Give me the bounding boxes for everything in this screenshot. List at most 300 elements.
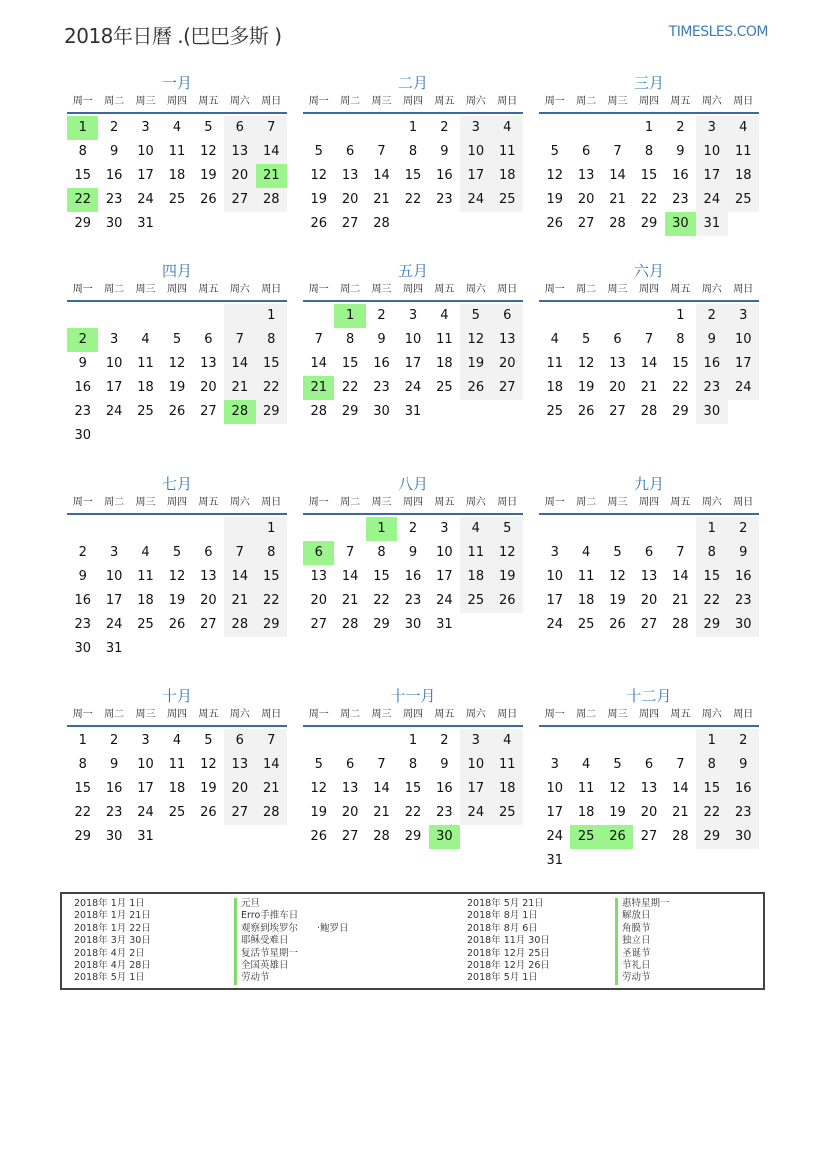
day-cell[interactable]: 17: [546, 593, 563, 608]
day-cell[interactable]: 13: [640, 569, 658, 584]
day-cell[interactable]: 25: [492, 801, 523, 825]
day-cell[interactable]: 11: [577, 781, 595, 796]
day-cell[interactable]: 26: [609, 617, 626, 632]
day-cell[interactable]: 5: [204, 120, 213, 135]
day-cell[interactable]: 27: [200, 617, 217, 632]
day-cell[interactable]: 6: [644, 757, 654, 772]
day-cell[interactable]: 26: [577, 404, 595, 419]
day-cell[interactable]: 26: [200, 805, 217, 820]
day-cell[interactable]: 8: [644, 144, 654, 159]
day-cell[interactable]: 23: [404, 593, 422, 608]
day-cell[interactable]: 16: [436, 781, 453, 796]
day-cell[interactable]: 22: [341, 380, 359, 395]
day-cell[interactable]: 2: [67, 328, 98, 352]
day-cell[interactable]: 8: [696, 753, 727, 777]
day-cell[interactable]: 5: [314, 757, 323, 772]
day-cell[interactable]: 11: [546, 356, 563, 371]
day-cell[interactable]: 24: [728, 376, 759, 400]
day-cell[interactable]: 10: [460, 140, 491, 164]
day-cell[interactable]: 10: [460, 753, 491, 777]
day-cell[interactable]: 6: [224, 729, 255, 753]
day-cell[interactable]: 21: [224, 589, 255, 613]
day-cell[interactable]: 17: [436, 569, 453, 584]
day-cell[interactable]: 28: [256, 801, 287, 825]
day-cell[interactable]: 15: [341, 356, 359, 371]
day-cell[interactable]: 18: [492, 777, 523, 801]
day-cell[interactable]: 27: [341, 216, 359, 231]
day-cell[interactable]: 20: [224, 164, 255, 188]
day-cell[interactable]: 11: [728, 140, 759, 164]
day-cell[interactable]: 25: [168, 192, 186, 207]
day-cell[interactable]: 12: [609, 569, 626, 584]
day-cell[interactable]: 2: [696, 304, 727, 328]
day-cell[interactable]: 1: [256, 304, 287, 328]
day-cell[interactable]: 17: [137, 168, 154, 183]
day-cell[interactable]: 12: [168, 569, 186, 584]
day-cell[interactable]: 2: [377, 308, 386, 323]
day-cell[interactable]: 4: [141, 545, 150, 560]
day-cell[interactable]: 10: [105, 569, 123, 584]
day-cell[interactable]: 28: [341, 617, 359, 632]
day-cell[interactable]: 16: [74, 593, 91, 608]
day-cell[interactable]: 25: [546, 404, 563, 419]
day-cell[interactable]: 3: [141, 733, 150, 748]
day-cell[interactable]: 24: [137, 192, 154, 207]
day-cell[interactable]: 28: [609, 216, 626, 231]
day-cell[interactable]: 3: [460, 729, 491, 753]
day-cell[interactable]: 11: [137, 356, 154, 371]
day-cell[interactable]: 20: [341, 805, 359, 820]
day-cell[interactable]: 24: [460, 801, 491, 825]
day-cell[interactable]: 11: [436, 332, 453, 347]
day-cell[interactable]: 27: [224, 801, 255, 825]
day-cell[interactable]: 26: [460, 376, 491, 400]
day-cell[interactable]: 20: [200, 593, 217, 608]
day-cell[interactable]: 23: [728, 801, 759, 825]
day-cell[interactable]: 22: [696, 801, 727, 825]
day-cell[interactable]: 22: [256, 376, 287, 400]
day-cell[interactable]: 30: [665, 212, 696, 236]
brand-link[interactable]: TIMESLES.COM: [668, 24, 768, 40]
day-cell[interactable]: 12: [577, 356, 595, 371]
day-cell[interactable]: 8: [78, 144, 87, 159]
day-cell[interactable]: 13: [224, 140, 255, 164]
day-cell[interactable]: 28: [672, 617, 689, 632]
day-cell[interactable]: 15: [404, 168, 422, 183]
day-cell[interactable]: 13: [224, 753, 255, 777]
day-cell[interactable]: 28: [640, 404, 658, 419]
day-cell[interactable]: 31: [546, 853, 563, 868]
day-cell[interactable]: 2: [728, 729, 759, 753]
day-cell[interactable]: 20: [310, 593, 327, 608]
day-cell[interactable]: 12: [310, 781, 327, 796]
day-cell[interactable]: 12: [492, 541, 523, 565]
day-cell[interactable]: 16: [105, 781, 123, 796]
day-cell[interactable]: 27: [609, 404, 626, 419]
day-cell[interactable]: 20: [200, 380, 217, 395]
day-cell[interactable]: 25: [137, 404, 154, 419]
day-cell[interactable]: 26: [310, 829, 327, 844]
day-cell[interactable]: 16: [373, 356, 390, 371]
day-cell[interactable]: 23: [105, 192, 123, 207]
day-cell[interactable]: 23: [74, 404, 91, 419]
day-cell[interactable]: 22: [373, 593, 390, 608]
day-cell[interactable]: 7: [377, 757, 386, 772]
day-cell[interactable]: 29: [256, 400, 287, 424]
day-cell[interactable]: 10: [546, 781, 563, 796]
day-cell[interactable]: 15: [373, 569, 390, 584]
day-cell[interactable]: 17: [728, 352, 759, 376]
day-cell[interactable]: 18: [168, 168, 186, 183]
day-cell[interactable]: 15: [696, 565, 727, 589]
day-cell[interactable]: 14: [672, 569, 689, 584]
day-cell[interactable]: 30: [696, 400, 727, 424]
day-cell[interactable]: 15: [640, 168, 658, 183]
day-cell[interactable]: 28: [256, 188, 287, 212]
day-cell[interactable]: 6: [224, 116, 255, 140]
day-cell[interactable]: 31: [404, 404, 422, 419]
day-cell[interactable]: 5: [613, 545, 622, 560]
day-cell[interactable]: 27: [200, 404, 217, 419]
day-cell[interactable]: 5: [172, 332, 182, 347]
day-cell[interactable]: 3: [460, 116, 491, 140]
day-cell[interactable]: 14: [640, 356, 658, 371]
day-cell[interactable]: 4: [141, 332, 150, 347]
day-cell[interactable]: 29: [373, 617, 390, 632]
day-cell[interactable]: 27: [492, 376, 523, 400]
day-cell[interactable]: 9: [696, 328, 727, 352]
day-cell[interactable]: 21: [256, 777, 287, 801]
day-cell[interactable]: 13: [310, 569, 327, 584]
day-cell[interactable]: 22: [696, 589, 727, 613]
day-cell[interactable]: 4: [581, 757, 591, 772]
day-cell[interactable]: 8: [676, 332, 685, 347]
day-cell[interactable]: 11: [168, 757, 186, 772]
day-cell[interactable]: 31: [105, 641, 123, 656]
day-cell[interactable]: 1: [67, 116, 98, 140]
day-cell[interactable]: 13: [492, 328, 523, 352]
day-cell[interactable]: 6: [204, 332, 213, 347]
day-cell[interactable]: 19: [609, 593, 626, 608]
day-cell[interactable]: 23: [436, 805, 453, 820]
day-cell[interactable]: 8: [408, 144, 418, 159]
day-cell[interactable]: 13: [341, 781, 359, 796]
day-cell[interactable]: 14: [310, 356, 327, 371]
day-cell[interactable]: 4: [460, 517, 491, 541]
day-cell[interactable]: 15: [256, 352, 287, 376]
day-cell[interactable]: 8: [696, 541, 727, 565]
day-cell[interactable]: 1: [78, 733, 87, 748]
day-cell[interactable]: 9: [78, 569, 87, 584]
day-cell[interactable]: 14: [373, 781, 390, 796]
day-cell[interactable]: 2: [728, 517, 759, 541]
day-cell[interactable]: 19: [577, 380, 595, 395]
day-cell[interactable]: 5: [460, 304, 491, 328]
day-cell[interactable]: 11: [460, 541, 491, 565]
day-cell[interactable]: 4: [550, 332, 559, 347]
day-cell[interactable]: 6: [204, 545, 213, 560]
day-cell[interactable]: 21: [672, 805, 689, 820]
day-cell[interactable]: 30: [728, 825, 759, 849]
day-cell[interactable]: 23: [105, 805, 123, 820]
day-cell[interactable]: 19: [310, 805, 327, 820]
day-cell[interactable]: 24: [460, 188, 491, 212]
day-cell[interactable]: 29: [672, 404, 689, 419]
day-cell[interactable]: 16: [696, 352, 727, 376]
day-cell[interactable]: 18: [728, 164, 759, 188]
day-cell[interactable]: 5: [172, 545, 182, 560]
day-cell[interactable]: 13: [200, 569, 217, 584]
day-cell[interactable]: 12: [546, 168, 563, 183]
day-cell[interactable]: 4: [172, 120, 182, 135]
day-cell[interactable]: 6: [492, 304, 523, 328]
day-cell[interactable]: 8: [345, 332, 355, 347]
day-cell[interactable]: 4: [492, 729, 523, 753]
day-cell[interactable]: 12: [168, 356, 186, 371]
day-cell[interactable]: 26: [546, 216, 563, 231]
day-cell[interactable]: 9: [440, 144, 449, 159]
day-cell[interactable]: 16: [728, 565, 759, 589]
day-cell[interactable]: 14: [341, 569, 359, 584]
day-cell[interactable]: 8: [78, 757, 87, 772]
day-cell[interactable]: 20: [341, 192, 359, 207]
day-cell[interactable]: 20: [224, 777, 255, 801]
day-cell[interactable]: 10: [404, 332, 422, 347]
day-cell[interactable]: 25: [492, 188, 523, 212]
day-cell[interactable]: 24: [105, 404, 123, 419]
day-cell[interactable]: 8: [256, 541, 287, 565]
day-cell[interactable]: 10: [546, 569, 563, 584]
day-cell[interactable]: 17: [546, 805, 563, 820]
day-cell[interactable]: 6: [581, 144, 591, 159]
day-cell[interactable]: 26: [200, 192, 217, 207]
day-cell[interactable]: 26: [602, 825, 633, 849]
day-cell[interactable]: 28: [224, 400, 255, 424]
day-cell[interactable]: 18: [577, 593, 595, 608]
day-cell[interactable]: 14: [256, 753, 287, 777]
day-cell[interactable]: 3: [141, 120, 150, 135]
day-cell[interactable]: 21: [303, 376, 334, 400]
day-cell[interactable]: 11: [168, 144, 186, 159]
day-cell[interactable]: 26: [168, 404, 186, 419]
day-cell[interactable]: 27: [640, 829, 658, 844]
day-cell[interactable]: 18: [137, 593, 154, 608]
day-cell[interactable]: 22: [640, 192, 658, 207]
day-cell[interactable]: 23: [672, 192, 689, 207]
day-cell[interactable]: 4: [581, 545, 591, 560]
day-cell[interactable]: 18: [577, 805, 595, 820]
day-cell[interactable]: 12: [310, 168, 327, 183]
day-cell[interactable]: 12: [460, 328, 491, 352]
day-cell[interactable]: 11: [577, 569, 595, 584]
day-cell[interactable]: 10: [137, 144, 154, 159]
day-cell[interactable]: 2: [440, 120, 449, 135]
day-cell[interactable]: 15: [672, 356, 689, 371]
day-cell[interactable]: 4: [492, 116, 523, 140]
day-cell[interactable]: 10: [728, 328, 759, 352]
day-cell[interactable]: 15: [74, 168, 91, 183]
day-cell[interactable]: 21: [256, 164, 287, 188]
day-cell[interactable]: 30: [429, 825, 460, 849]
day-cell[interactable]: 5: [581, 332, 591, 347]
day-cell[interactable]: 19: [546, 192, 563, 207]
day-cell[interactable]: 19: [200, 168, 217, 183]
day-cell[interactable]: 24: [137, 805, 154, 820]
day-cell[interactable]: 26: [168, 617, 186, 632]
day-cell[interactable]: 22: [672, 380, 689, 395]
day-cell[interactable]: 4: [728, 116, 759, 140]
day-cell[interactable]: 23: [696, 376, 727, 400]
day-cell[interactable]: 21: [373, 192, 390, 207]
day-cell[interactable]: 21: [609, 192, 626, 207]
day-cell[interactable]: 19: [310, 192, 327, 207]
day-cell[interactable]: 28: [224, 613, 255, 637]
day-cell[interactable]: 17: [137, 781, 154, 796]
day-cell[interactable]: 4: [172, 733, 182, 748]
day-cell[interactable]: 10: [137, 757, 154, 772]
day-cell[interactable]: 30: [105, 216, 123, 231]
day-cell[interactable]: 16: [436, 168, 453, 183]
day-cell[interactable]: 28: [672, 829, 689, 844]
day-cell[interactable]: 1: [408, 733, 418, 748]
day-cell[interactable]: 26: [492, 589, 523, 613]
day-cell[interactable]: 5: [550, 144, 559, 159]
day-cell[interactable]: 24: [546, 617, 563, 632]
day-cell[interactable]: 3: [440, 521, 449, 536]
day-cell[interactable]: 5: [314, 144, 323, 159]
day-cell[interactable]: 7: [613, 144, 622, 159]
day-cell[interactable]: 24: [436, 593, 453, 608]
day-cell[interactable]: 23: [728, 589, 759, 613]
day-cell[interactable]: 9: [109, 757, 119, 772]
day-cell[interactable]: 26: [310, 216, 327, 231]
day-cell[interactable]: 2: [78, 545, 87, 560]
day-cell[interactable]: 23: [436, 192, 453, 207]
day-cell[interactable]: 11: [492, 753, 523, 777]
day-cell[interactable]: 30: [373, 404, 390, 419]
day-cell[interactable]: 14: [373, 168, 390, 183]
day-cell[interactable]: 7: [676, 545, 685, 560]
day-cell[interactable]: 10: [696, 140, 727, 164]
day-cell[interactable]: 25: [577, 617, 595, 632]
day-cell[interactable]: 9: [440, 757, 449, 772]
day-cell[interactable]: 2: [109, 733, 119, 748]
day-cell[interactable]: 1: [696, 729, 727, 753]
day-cell[interactable]: 24: [404, 380, 422, 395]
day-cell[interactable]: 28: [373, 216, 390, 231]
day-cell[interactable]: 14: [224, 565, 255, 589]
day-cell[interactable]: 30: [105, 829, 123, 844]
day-cell[interactable]: 15: [74, 781, 91, 796]
day-cell[interactable]: 1: [676, 308, 685, 323]
day-cell[interactable]: 14: [256, 140, 287, 164]
day-cell[interactable]: 21: [224, 376, 255, 400]
day-cell[interactable]: 5: [492, 517, 523, 541]
day-cell[interactable]: 30: [404, 617, 422, 632]
day-cell[interactable]: 25: [137, 617, 154, 632]
day-cell[interactable]: 7: [345, 545, 355, 560]
day-cell[interactable]: 6: [345, 144, 355, 159]
day-cell[interactable]: 20: [492, 352, 523, 376]
day-cell[interactable]: 13: [577, 168, 595, 183]
day-cell[interactable]: 31: [696, 212, 727, 236]
day-cell[interactable]: 24: [696, 188, 727, 212]
day-cell[interactable]: 3: [550, 545, 559, 560]
day-cell[interactable]: 22: [404, 192, 422, 207]
day-cell[interactable]: 25: [168, 805, 186, 820]
day-cell[interactable]: 8: [256, 328, 287, 352]
day-cell[interactable]: 14: [609, 168, 626, 183]
day-cell[interactable]: 27: [310, 617, 327, 632]
day-cell[interactable]: 7: [377, 144, 386, 159]
day-cell[interactable]: 11: [137, 569, 154, 584]
day-cell[interactable]: 20: [609, 380, 626, 395]
day-cell[interactable]: 28: [310, 404, 327, 419]
day-cell[interactable]: 19: [609, 805, 626, 820]
day-cell[interactable]: 28: [373, 829, 390, 844]
day-cell[interactable]: 18: [168, 781, 186, 796]
day-cell[interactable]: 27: [224, 188, 255, 212]
day-cell[interactable]: 22: [256, 589, 287, 613]
day-cell[interactable]: 30: [74, 428, 91, 443]
day-cell[interactable]: 29: [256, 613, 287, 637]
day-cell[interactable]: 22: [67, 188, 98, 212]
day-cell[interactable]: 21: [341, 593, 359, 608]
day-cell[interactable]: 7: [224, 328, 255, 352]
day-cell[interactable]: 29: [74, 829, 91, 844]
day-cell[interactable]: 4: [440, 308, 449, 323]
day-cell[interactable]: 2: [440, 733, 449, 748]
day-cell[interactable]: 3: [408, 308, 418, 323]
day-cell[interactable]: 19: [168, 593, 186, 608]
day-cell[interactable]: 6: [613, 332, 622, 347]
day-cell[interactable]: 15: [696, 777, 727, 801]
day-cell[interactable]: 16: [105, 168, 123, 183]
day-cell[interactable]: 6: [345, 757, 355, 772]
day-cell[interactable]: 8: [408, 757, 418, 772]
day-cell[interactable]: 2: [109, 120, 119, 135]
day-cell[interactable]: 1: [408, 120, 418, 135]
day-cell[interactable]: 20: [640, 805, 658, 820]
day-cell[interactable]: 3: [550, 757, 559, 772]
day-cell[interactable]: 27: [640, 617, 658, 632]
day-cell[interactable]: 27: [577, 216, 595, 231]
day-cell[interactable]: 10: [436, 545, 453, 560]
day-cell[interactable]: 7: [256, 729, 287, 753]
day-cell[interactable]: 17: [460, 777, 491, 801]
day-cell[interactable]: 13: [200, 356, 217, 371]
day-cell[interactable]: 3: [728, 304, 759, 328]
day-cell[interactable]: 17: [105, 380, 123, 395]
day-cell[interactable]: 20: [640, 593, 658, 608]
day-cell[interactable]: 6: [644, 545, 654, 560]
day-cell[interactable]: 12: [200, 144, 217, 159]
day-cell[interactable]: 14: [224, 352, 255, 376]
day-cell[interactable]: 31: [137, 829, 154, 844]
day-cell[interactable]: 21: [640, 380, 658, 395]
day-cell[interactable]: 9: [109, 144, 119, 159]
day-cell[interactable]: 9: [728, 753, 759, 777]
day-cell[interactable]: 29: [640, 216, 658, 231]
day-cell[interactable]: 18: [492, 164, 523, 188]
day-cell[interactable]: 25: [570, 825, 601, 849]
day-cell[interactable]: 16: [672, 168, 689, 183]
day-cell[interactable]: 17: [460, 164, 491, 188]
day-cell[interactable]: 15: [256, 565, 287, 589]
day-cell[interactable]: 5: [613, 757, 622, 772]
day-cell[interactable]: 9: [676, 144, 685, 159]
day-cell[interactable]: 25: [728, 188, 759, 212]
